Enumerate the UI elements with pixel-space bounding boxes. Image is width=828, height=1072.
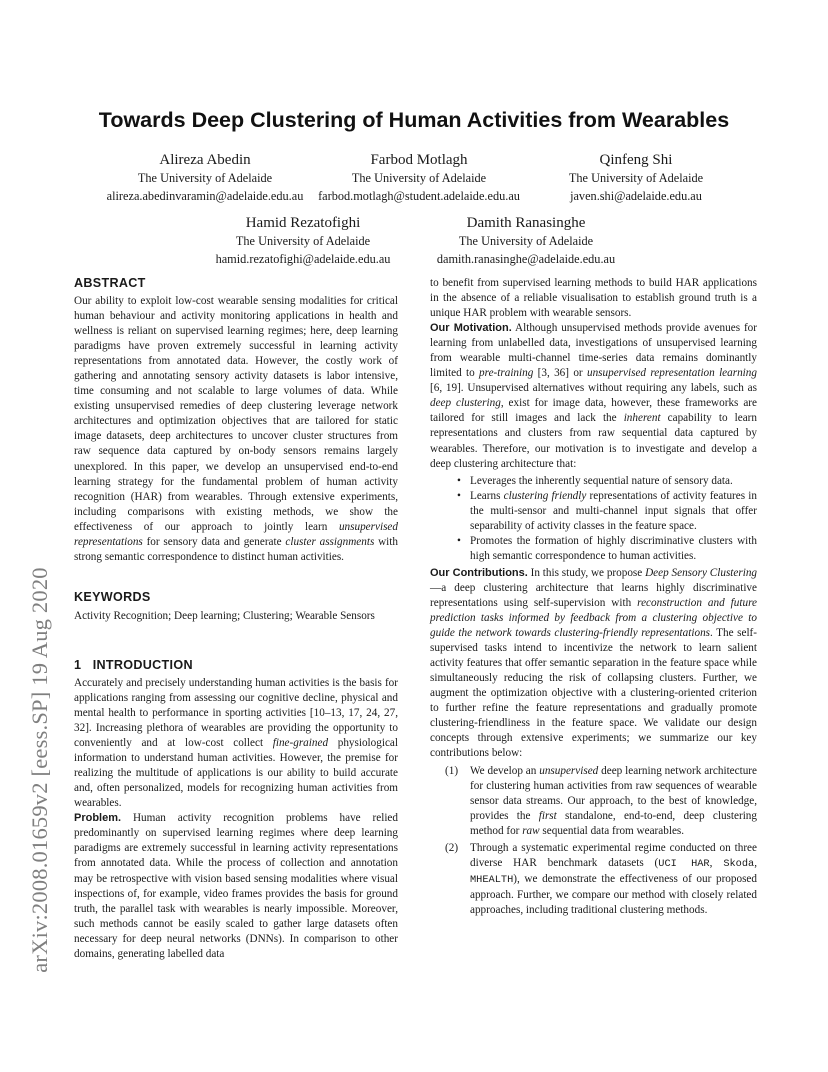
author-name: Farbod Motlagh bbox=[370, 152, 468, 168]
abstract-heading: ABSTRACT bbox=[74, 276, 146, 290]
list-item: (1) We develop an unsupervised deep learning network architecture for clustering human activities from raw sequences of wearable sensor data streams. Our approach, to the best of knowledge, provides the first standalone, end-to-end, deep clustering method for raw sequential data from wearables. bbox=[445, 764, 757, 837]
motivation-label: Our Motivation. bbox=[430, 322, 512, 335]
author-block bbox=[304, 150, 534, 205]
author-email: hamid.rezatofighi@adelaide.edu.au bbox=[215, 251, 391, 266]
author-affiliation: The University of Adelaide bbox=[351, 171, 487, 185]
author-affiliation: The University of Adelaide bbox=[137, 171, 273, 185]
author-email: alireza.abedinvaramin@adelaide.edu.au bbox=[106, 188, 304, 203]
author-email: javen.shi@adelaide.edu.au bbox=[570, 188, 702, 203]
continued-paragraph: to benefit from supervised learning methods to build HAR applications in the absence of a reliable visualisation to establish ground truth is a unique HAR problem with wearable sensors. bbox=[430, 277, 757, 320]
author-affiliation: The University of Adelaide bbox=[235, 234, 371, 248]
contributions-label: Our Contributions. bbox=[430, 566, 528, 579]
introduction-heading: 1 INTRODUCTION bbox=[74, 657, 193, 672]
list-item: • Promotes the formation of highly discriminative clusters with high semantic correspondence to human activities. bbox=[430, 534, 757, 564]
list-item: • Learns clustering friendly representations of activity features in the multi-sensor and multi-channel input signals that offer separability of activity classes in the feature space. bbox=[430, 489, 757, 534]
contributions-list bbox=[430, 764, 757, 918]
list-item: (2) Through a systematic experimental regime conducted on three diverse HAR benchmark datasets (UCI HAR, Skoda, MHEALTH), we demonstrate the effectiveness of our proposed approach. Further, we compare our method with closely related approaches, including traditional clustering methods. bbox=[445, 841, 758, 916]
motivation-paragraph: Our Motivation. Although unsupervised methods provide avenues for learning from unlabelled data, investigations of unsupervised learning from wearable multi-channel time-series data remains dominantly limited to pre-training [3, 36] or unsupervised representation learning [6, 19]. Unsupervised alternatives without requiring any labels, such as deep clustering, exist for image data, however, these frameworks are tailored for still images and lack the inherent capability to learn representations and clusters from raw sequential data captured by wearables. Therefore, our motivation is to investigate and develop a deep clustering architecture that: bbox=[430, 322, 757, 470]
list-item: • Leverages the inherently sequential nature of sensory data. bbox=[430, 474, 757, 489]
arxiv-identifier: arXiv:2008.01659v2 [eess.SP] 19 Aug 2020 bbox=[27, 567, 52, 973]
author-email: farbod.motlagh@student.adelaide.edu.au bbox=[318, 188, 520, 203]
author-name: Qinfeng Shi bbox=[599, 152, 673, 168]
author-block bbox=[415, 213, 637, 268]
introduction-paragraph: Accurately and precisely understanding human activities is the basis for applications ranging from assessing our cognitive decline, physical and mental health to performance in sporting activities [10–13, 17, 24, 27, 32]. Increasing plethora of wearables are providing the opportunity to conveniently and at low-cost collect fine-grained physiological information to understand human activities. However, the premise for realizing the multitude of applications is our ability to build accurate and, often personalized, models for recognizing human activities from wearables. bbox=[74, 676, 399, 810]
keywords-text: Activity Recognition; Deep learning; Clustering; Wearable Sensors bbox=[74, 609, 375, 622]
paper-title: Towards Deep Clustering of Human Activities from Wearables bbox=[98, 108, 730, 132]
author-name: Damith Ranasinghe bbox=[466, 215, 586, 231]
author-block bbox=[192, 213, 414, 268]
keywords-heading: KEYWORDS bbox=[74, 589, 151, 604]
contributions-paragraph: Our Contributions. In this study, we propose Deep Sensory Clustering—a deep clustering architecture that learns highly discriminative representations using self-supervision with reconstruction and future prediction tasks informed by feedback from a clustering objective to guide the network towards clustering-friendly representations. The self-supervised tasks intend to incentivize the network to learn salient activity features that offer semantic separation in the feature space while simultaneously reducing the risk of collapsing clusters. Further, we augment the optimization objective with a clustering-oriented criterion to further refine the feature representations and gradually promote clustering-friendliness in the feature space. We validate our design concepts through extensive experiments; we summarize our key contributions below: bbox=[430, 566, 758, 760]
problem-paragraph: Problem. Human activity recognition problems have relied predominantly on supervised learning regimes where deep learning paradigms are extremely successful in learning activity representations from annotated data. While the process of collection and annotation may be retrospective with vision based sensing modalities where visual inspections of, for example, video frames provides the basis for ground truth, the parallel task with wearables is nearly impossible. Moreover, such methods cannot be easily scaled to gather large datasets often necessary for deep neural networks (DNNs). In comparison to other domains, generating labelled data bbox=[74, 812, 398, 960]
author-affiliation: The University of Adelaide bbox=[568, 171, 704, 185]
problem-label: Problem. bbox=[74, 812, 122, 825]
author-name: Hamid Rezatofighi bbox=[245, 215, 361, 231]
author-affiliation: The University of Adelaide bbox=[458, 234, 594, 248]
abstract-text: Our ability to exploit low-cost wearable sensing modalities for critical human behaviour and activity monitoring applications in health and wellness is reliant on supervised learning regimes; here, deep learning paradigms have proven extremely successful in learning activity representations from annotated data. However, the costly work of gathering and annotating sensory activity datasets is labor intensive, time consuming and not scalable to large volumes of data. While existing unsupervised remedies of deep clustering leverage network architectures and optimization objectives that are tailored for static image datasets, deep architectures to uncover cluster structures from raw sequence data captured by on-body sensors remains largely unexplored. In this paper, we develop an unsupervised end-to-end learning strategy for the fundamental problem of human activity recognition (HAR) from wearables. Through extensive experiments, including comparisons with existing methods, we show the effectiveness of our approach to jointly learn unsupervised representations for sensory data and generate cluster assignments with strong semantic correspondence to distinct human activities. bbox=[74, 295, 398, 563]
author-name: Alireza Abedin bbox=[159, 152, 251, 168]
author-email: damith.ranasinghe@adelaide.edu.au bbox=[436, 251, 616, 266]
author-block bbox=[90, 150, 320, 205]
right-column bbox=[430, 276, 757, 920]
motivation-bullets bbox=[430, 474, 757, 564]
left-column bbox=[74, 275, 398, 962]
arxiv-sidebar bbox=[18, 250, 62, 973]
author-block bbox=[526, 150, 746, 205]
